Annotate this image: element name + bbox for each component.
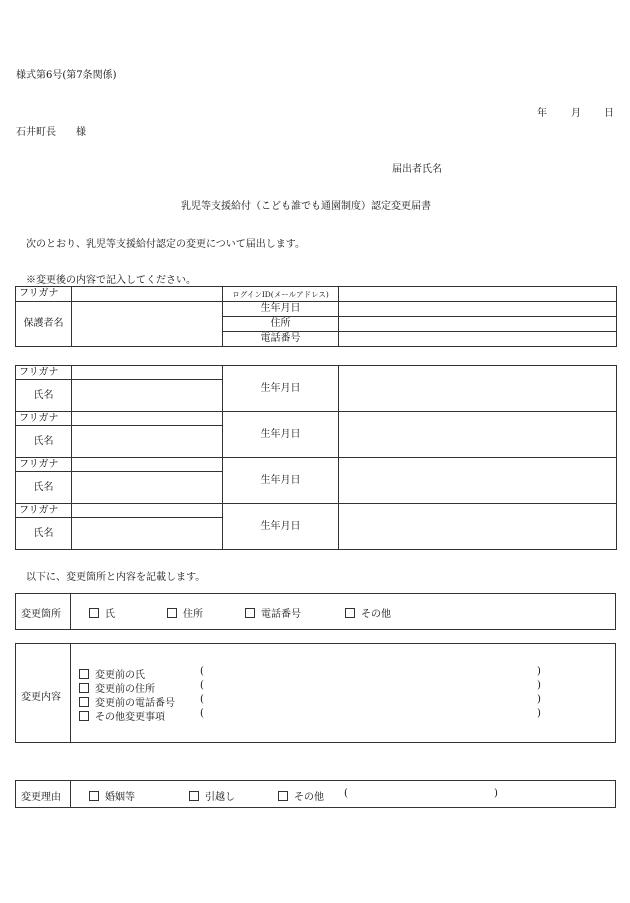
- note-text: ※変更後の内容で記入してください。: [26, 275, 196, 286]
- change-reason-label: 変更理由: [21, 792, 61, 803]
- reason-moving[interactable]: 引越し: [189, 788, 235, 803]
- child-name-field[interactable]: [72, 380, 223, 412]
- date-day-label: 日: [604, 108, 614, 119]
- child-birth-label: 生年月日: [223, 504, 339, 550]
- paren-close: ): [537, 708, 541, 719]
- paren-close: ): [537, 666, 541, 677]
- content-item-previous-address[interactable]: 変更前の住所: [79, 680, 155, 695]
- child-furigana-field[interactable]: [72, 504, 223, 518]
- child-furigana-label: フリガナ: [16, 412, 72, 426]
- checkbox-icon[interactable]: [79, 683, 89, 693]
- reason-marriage[interactable]: 婚姻等: [89, 788, 135, 803]
- paren-open: (: [200, 694, 204, 705]
- submitter-name-label: 届出者氏名: [392, 164, 442, 175]
- child-name-field[interactable]: [72, 518, 223, 550]
- content-item-other[interactable]: その他変更事項: [79, 708, 165, 723]
- option-other-change[interactable]: その他: [345, 605, 391, 620]
- child-name-label: 氏名: [16, 426, 72, 458]
- login-id-field[interactable]: [339, 287, 617, 302]
- guardian-furigana-label: フリガナ: [16, 287, 72, 302]
- child-furigana-label: フリガナ: [16, 366, 72, 380]
- child-furigana-field[interactable]: [72, 458, 223, 472]
- content-item-previous-name[interactable]: 変更前の氏: [79, 666, 145, 681]
- change-content-box: [15, 643, 616, 743]
- paren-open: (: [200, 666, 204, 677]
- checkbox-icon[interactable]: [245, 608, 255, 618]
- guardian-birth-field[interactable]: [339, 302, 617, 317]
- content-item-previous-phone[interactable]: 変更前の電話番号: [79, 694, 175, 709]
- children-table: [15, 365, 617, 550]
- change-intro-text: 以下に、変更箇所と内容を記載します。: [26, 572, 206, 583]
- checkbox-icon[interactable]: [189, 791, 199, 801]
- child-name-field[interactable]: [72, 426, 223, 458]
- child-furigana-field[interactable]: [72, 366, 223, 380]
- option-name-change[interactable]: 氏: [89, 605, 115, 620]
- option-address-change[interactable]: 住所: [167, 605, 203, 620]
- child-name-label: 氏名: [16, 380, 72, 412]
- login-id-label: ログインID(メールアドレス): [223, 287, 339, 302]
- checkbox-icon[interactable]: [79, 697, 89, 707]
- child-furigana-label: フリガナ: [16, 504, 72, 518]
- paren-close: ): [537, 694, 541, 705]
- change-location-box: [15, 593, 616, 630]
- paren-open: (: [344, 788, 348, 799]
- checkbox-icon[interactable]: [345, 608, 355, 618]
- child-furigana-label: フリガナ: [16, 458, 72, 472]
- child-name-label: 氏名: [16, 518, 72, 550]
- checkbox-icon[interactable]: [79, 711, 89, 721]
- change-location-label: 変更箇所: [21, 609, 61, 620]
- date-month-label: 月: [571, 108, 581, 119]
- child-furigana-field[interactable]: [72, 412, 223, 426]
- child-birth-field[interactable]: [339, 412, 617, 458]
- intro-text: 次のとおり、乳児等支援給付認定の変更について届出します。: [26, 239, 305, 250]
- option-phone-change[interactable]: 電話番号: [245, 605, 301, 620]
- paren-open: (: [200, 680, 204, 691]
- guardian-birth-label: 生年月日: [223, 302, 339, 317]
- guardian-phone-label: 電話番号: [223, 332, 339, 347]
- child-birth-label: 生年月日: [223, 458, 339, 504]
- guardian-name-label: 保護者名: [16, 302, 72, 347]
- guardian-table: [15, 286, 617, 347]
- guardian-furigana-field[interactable]: [72, 287, 223, 302]
- guardian-name-field[interactable]: [72, 302, 223, 347]
- checkbox-icon[interactable]: [89, 608, 99, 618]
- guardian-address-field[interactable]: [339, 317, 617, 332]
- form-number: 様式第6号(第7条関係): [16, 70, 117, 81]
- change-content-label: 変更内容: [21, 692, 61, 703]
- paren-close: ): [494, 788, 498, 799]
- document-title: 乳児等支援給付（こども誰でも通園制度）認定変更届書: [181, 201, 431, 212]
- child-birth-field[interactable]: [339, 504, 617, 550]
- checkbox-icon[interactable]: [79, 669, 89, 679]
- change-reason-box: [15, 780, 616, 808]
- checkbox-icon[interactable]: [89, 791, 99, 801]
- reason-other[interactable]: その他: [278, 788, 324, 803]
- paren-close: ): [537, 680, 541, 691]
- child-birth-label: 生年月日: [223, 412, 339, 458]
- addressee: 石井町長 様: [16, 127, 86, 138]
- child-birth-label: 生年月日: [223, 366, 339, 412]
- checkbox-icon[interactable]: [167, 608, 177, 618]
- guardian-phone-field[interactable]: [339, 332, 617, 347]
- child-birth-field[interactable]: [339, 366, 617, 412]
- paren-open: (: [200, 708, 204, 719]
- child-name-field[interactable]: [72, 472, 223, 504]
- date-year-label: 年: [537, 108, 547, 119]
- child-birth-field[interactable]: [339, 458, 617, 504]
- checkbox-icon[interactable]: [278, 791, 288, 801]
- guardian-address-label: 住所: [223, 317, 339, 332]
- child-name-label: 氏名: [16, 472, 72, 504]
